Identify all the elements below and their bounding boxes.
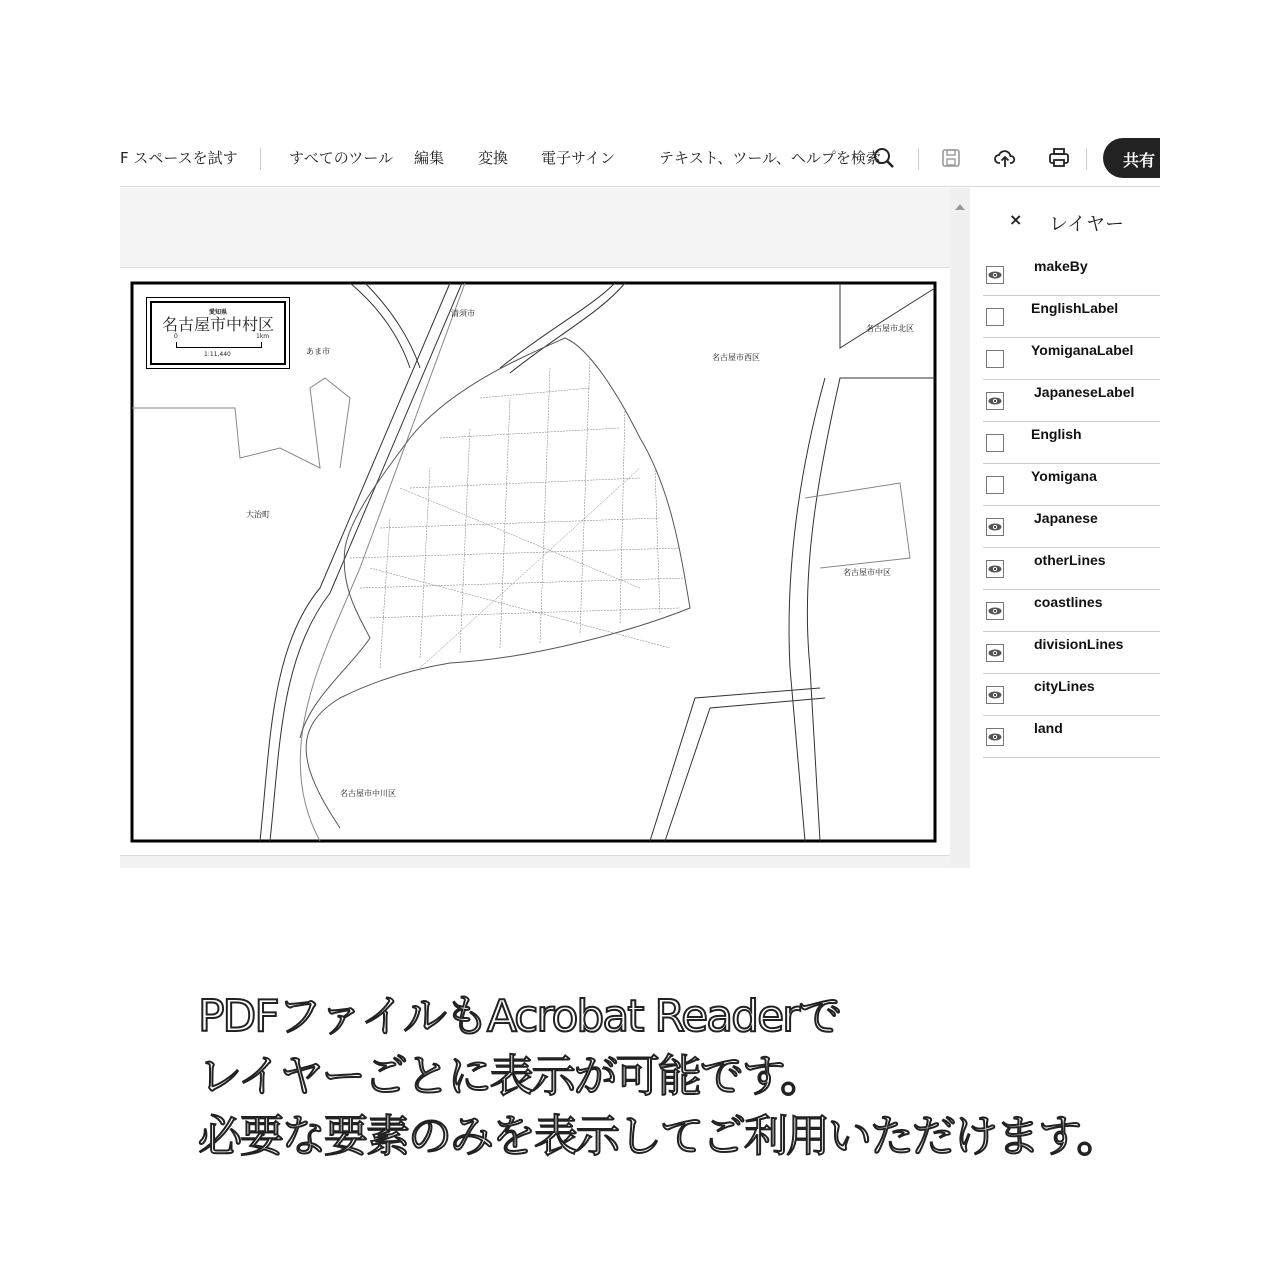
map-label: 清須市 — [451, 309, 475, 318]
print-icon[interactable] — [1047, 146, 1071, 170]
layer-name: Japanese — [1034, 510, 1098, 526]
map-label: 名古屋市中区 — [843, 568, 891, 577]
layer-visibility-toggle[interactable] — [986, 686, 1004, 704]
scale-bar — [176, 342, 262, 348]
layer-row[interactable] — [983, 506, 1160, 548]
layer-visibility-toggle[interactable] — [986, 308, 1004, 326]
layer-row[interactable] — [983, 674, 1160, 716]
layer-name: English — [1031, 426, 1082, 442]
caption-line-2: レイヤーごとに表示が可能です。 — [198, 1051, 823, 1102]
layer-visibility-toggle[interactable] — [986, 392, 1004, 410]
layer-name: divisionLines — [1034, 636, 1124, 652]
layer-visibility-toggle[interactable] — [986, 560, 1004, 578]
upload-cloud-icon[interactable] — [993, 146, 1017, 170]
share-button[interactable]: 共有 — [1103, 138, 1160, 178]
convert-menu[interactable]: 変換 — [478, 149, 509, 167]
map-label: 名古屋市中川区 — [340, 789, 396, 798]
layer-visibility-toggle[interactable] — [986, 476, 1004, 494]
layer-row[interactable] — [983, 380, 1160, 422]
prefecture-label: 愛知県 — [208, 309, 227, 316]
layer-visibility-toggle[interactable] — [986, 518, 1004, 536]
layer-name: EnglishLabel — [1031, 300, 1119, 316]
map-title-box — [146, 297, 290, 369]
scroll-up-arrow[interactable] — [955, 204, 965, 210]
panel-title: レイヤー — [1049, 213, 1125, 235]
layer-row[interactable] — [983, 296, 1160, 338]
save-icon[interactable] — [939, 146, 963, 170]
divider — [1086, 148, 1087, 170]
layers-panel — [971, 188, 1160, 868]
eye-icon — [988, 606, 1002, 616]
eye-icon — [988, 690, 1002, 700]
edit-menu[interactable]: 編集 — [414, 149, 445, 167]
eye-icon — [988, 522, 1002, 532]
page-gap — [120, 188, 950, 268]
layer-name: land — [1034, 720, 1063, 736]
eye-icon — [988, 270, 1002, 280]
layer-name: makeBy — [1034, 258, 1088, 274]
map-label: 名古屋市北区 — [866, 324, 914, 333]
divider — [918, 148, 919, 170]
map-label: 大治町 — [246, 510, 270, 519]
layer-visibility-toggle[interactable] — [986, 602, 1004, 620]
divider — [260, 148, 261, 170]
layer-visibility-toggle[interactable] — [986, 728, 1004, 746]
document-view — [120, 188, 950, 868]
eye-icon — [988, 396, 1002, 406]
toolbar — [120, 130, 1160, 187]
layer-row[interactable] — [983, 716, 1160, 758]
close-panel-button[interactable]: × — [1009, 210, 1023, 229]
scale-end: 1km — [256, 333, 270, 340]
eye-icon — [988, 732, 1002, 742]
esign-menu[interactable]: 電子サイン — [541, 149, 615, 167]
layer-row[interactable] — [983, 632, 1160, 674]
search-text[interactable]: テキスト、ツール、ヘルプを検索 — [659, 149, 881, 167]
pdf-page — [120, 268, 950, 856]
eye-icon — [988, 564, 1002, 574]
layer-row[interactable] — [983, 464, 1160, 506]
search-icon[interactable] — [872, 146, 896, 170]
caption-line-1: PDFファイルもAcrobat Readerで — [198, 991, 841, 1042]
layer-name: JapaneseLabel — [1034, 384, 1135, 400]
layer-row[interactable] — [983, 338, 1160, 380]
caption-line-3: 必要な要素のみを表示してご利用いただけます。 — [198, 1111, 1119, 1162]
map-label: 名古屋市西区 — [712, 353, 760, 362]
layer-name: Yomigana — [1031, 468, 1097, 484]
layer-visibility-toggle[interactable] — [986, 644, 1004, 662]
layer-visibility-toggle[interactable] — [986, 434, 1004, 452]
layer-row[interactable] — [983, 548, 1160, 590]
map-title: 名古屋市中村区 — [161, 315, 274, 334]
layer-visibility-toggle[interactable] — [986, 266, 1004, 284]
layer-row[interactable] — [983, 422, 1160, 464]
scale-start: 0 — [174, 333, 178, 340]
layer-name: YomiganaLabel — [1031, 342, 1134, 358]
layer-name: coastlines — [1034, 594, 1103, 610]
scale-ratio: 1:11,440 — [204, 351, 231, 358]
try-space-link[interactable]: F スペースを試す — [120, 149, 238, 167]
all-tools-menu[interactable]: すべてのツール — [289, 149, 394, 167]
layer-row[interactable] — [983, 254, 1160, 296]
eye-icon — [988, 648, 1002, 658]
map-label: あま市 — [306, 347, 330, 356]
layer-name: cityLines — [1034, 678, 1095, 694]
layer-name: otherLines — [1034, 552, 1106, 568]
layer-row[interactable] — [983, 590, 1160, 632]
layer-visibility-toggle[interactable] — [986, 350, 1004, 368]
vertical-scrollbar[interactable] — [950, 188, 970, 868]
